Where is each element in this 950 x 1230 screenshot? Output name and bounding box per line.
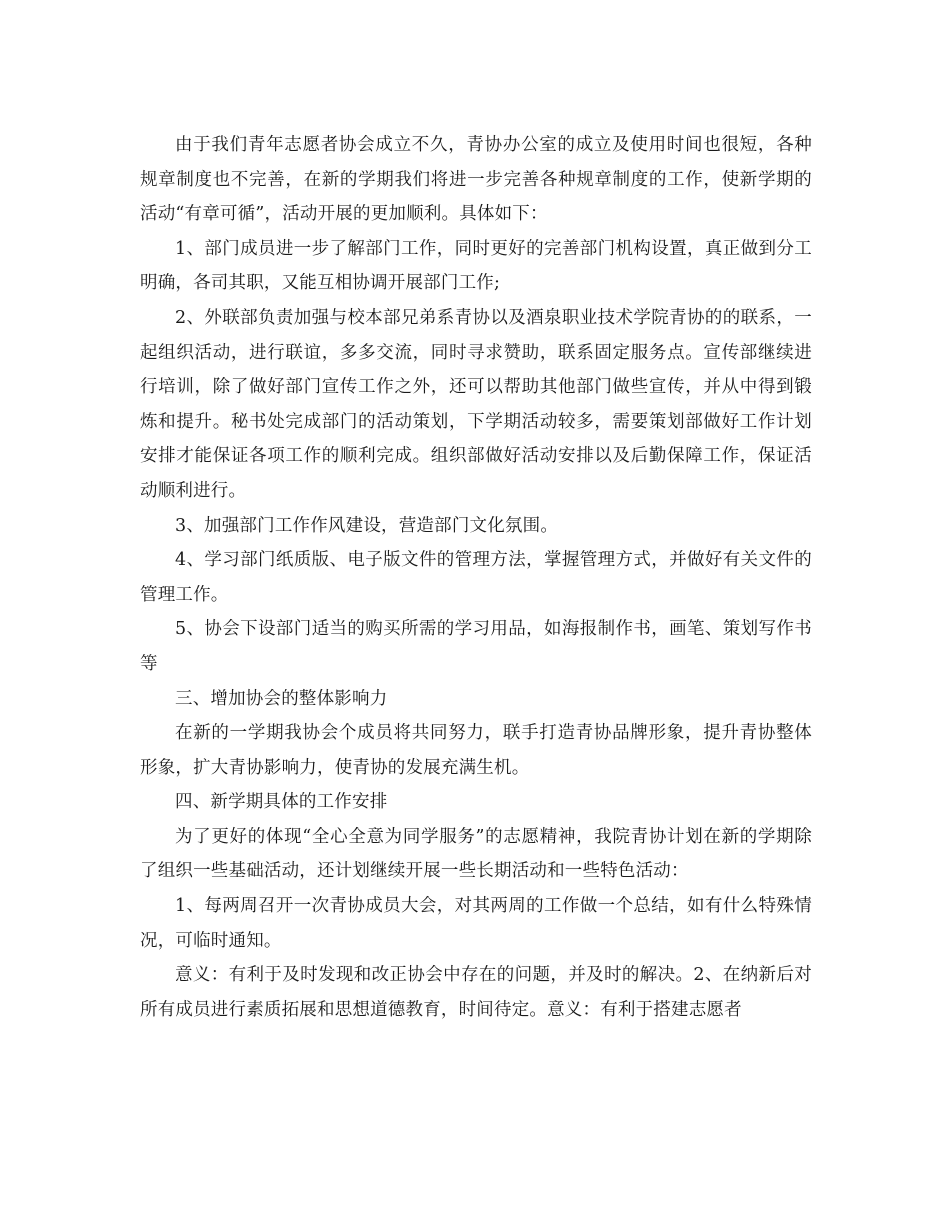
- paragraph-item-1: 1、部门成员进一步了解部门工作，同时更好的完善部门机构设置，真正做到分工明确，各司其职，又能互相协调开展部门工作;: [140, 238, 812, 294]
- paragraph-significance: 意义：有利于及时发现和改正协会中存在的问题，并及时的解决。2、在纳新后对所有成员进行素质拓展和思想道德教育，时间待定。意义：有利于搭建志愿者: [140, 965, 812, 1020]
- paragraph-item-4: 4、学习部门纸质版、电子版文件的管理方法，掌握管理方式，并做好有关文件的管理工作。: [140, 550, 812, 605]
- paragraph-intro: 由于我们青年志愿者协会成立不久，青协办公室的成立及使用时间也很短，各种规章制度也不完善，在新的学期我们将进一步完善各种规章制度的工作，使新学期的活动“有章可循”，活动开展的更加顺利。具体如下：: [140, 135, 812, 225]
- section-heading-4: 四、新学期具体的工作安排: [175, 792, 388, 813]
- paragraph-influence: 在新的一学期我协会个成员将共同努力，联手打造青协品牌形象，提升青协整体形象，扩大青协影响力，使青协的发展充满生机。: [140, 723, 812, 778]
- section-heading-3: 三、增加协会的整体影响力: [175, 688, 388, 709]
- paragraph-item-2: 2、外联部负责加强与校本部兄弟系青协以及酒泉职业技术学院青协的的联系，一起组织活动，进行联谊，多多交流，同时寻求赞助，联系固定服务点。宣传部继续进行培训，除了做好部门宣传工作之外，还可以帮助其他部门做些宣传，并从中得到锻炼和提升。秘书处完成部门的活动策划，下学期活动较多，需要策划部做好工作计划安排才能保证各项工作的顺利完成。组织部做好活动安排以及后勤保障工作，保证活动顺利进行。: [140, 307, 812, 501]
- paragraph-plan-intro: 为了更好的体现“全心全意为同学服务”的志愿精神，我院青协计划在新的学期除了组织一些基础活动，还计划继续开展一些长期活动和一些特色活动：: [140, 826, 812, 882]
- paragraph-item-5: 5、协会下设部门适当的购买所需的学习用品，如海报制作书，画笔、策划写作书等: [140, 619, 812, 674]
- document-body: [140, 128, 812, 1027]
- paragraph-plan-item-1: 1、每两周召开一次青协成员大会，对其两周的工作做一个总结，如有什么特殊情况，可临时通知。: [140, 896, 812, 951]
- paragraph-item-3: 3、加强部门工作作风建设，营造部门文化氛围。: [175, 515, 559, 536]
